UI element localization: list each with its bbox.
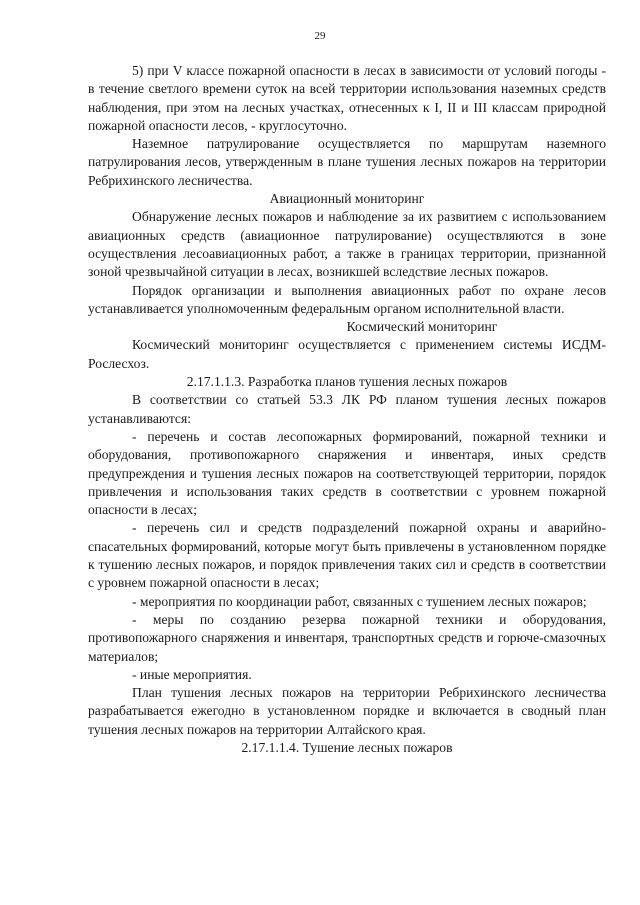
- list-item: - перечень сил и средств подразделений пожарной охраны и аварийно-спасательных формирований, которые могут быть привлечены в установленном порядке к тушению лесных пожаров, и порядок привлечения таких сил и средств в соответствии с уровнем пожарной опасности в лесах;: [88, 520, 606, 591]
- list-item: - меры по созданию резерва пожарной техники и оборудования, противопожарного снаряжения и инвентаря, транспортных средств и горюче-смазочных материалов;: [88, 611, 606, 664]
- page-number: 29: [314, 30, 326, 42]
- heading-space-monitoring: Космический мониторинг: [346, 319, 498, 335]
- paragraph-plans-intro: В соответствии со статьей 53.3 ЛК РФ планом тушения лесных пожаров устанавливаются:: [88, 392, 606, 426]
- document-body: [88, 62, 606, 757]
- paragraph-plans-closing: План тушения лесных пожаров на территории Ребрихинского лесничества разрабатывается ежегодно в установленном порядке и включается в сводный план тушения лесных пожаров на территории Алтайского края.: [88, 685, 606, 737]
- heading-aviation-monitoring: Авиационный мониторинг: [269, 191, 425, 207]
- list-item: - иные мероприятия.: [132, 666, 252, 682]
- heading-section-plans: 2.17.1.1.3. Разработка планов тушения лесных пожаров: [186, 374, 508, 390]
- paragraph-ground-patrol: Наземное патрулирование осуществляется по маршрутам наземного патрулирования лесов, утвержденным в плане тушения лесных пожаров на территории Ребрихинского лесничества.: [88, 136, 606, 188]
- paragraph-space-monitoring: Космический мониторинг осуществляется с применением системы ИСДМ-Рослесхоз.: [88, 337, 606, 371]
- list-item: - перечень и состав лесопожарных формирований, пожарной техники и оборудования, противопожарного снаряжения и инвентаря, иных средств предупреждения и тушения лесных пожаров на соответствующей территории, порядок привлечения и использования таких средств в соответствии с уровнем пожарной опасности в лесах;: [88, 428, 606, 518]
- list-item: - мероприятия по координации работ, связанных с тушением лесных пожаров;: [132, 593, 587, 609]
- paragraph-aviation-procedure: Порядок организации и выполнения авиационных работ по охране лесов устанавливается уполномоченным федеральным органом исполнительной власти.: [88, 282, 606, 316]
- paragraph-class-v-monitoring: 5) при V классе пожарной опасности в лесах в зависимости от условий погоды - в течение светлого времени суток на всей территории использования наземных средств наблюдения, при этом на лесных участках, отнесенных к I, II и III классам природной пожарной опасности лесов, - круглосуточно.: [88, 63, 606, 133]
- heading-section-extinguishing: 2.17.1.1.4. Тушение лесных пожаров: [241, 739, 453, 755]
- paragraph-aviation-detection: Обнаружение лесных пожаров и наблюдение за их развитием с использованием авиационных средств (авиационное патрулирование) осуществляются в зоне осуществления лесоавиационных работ, а также в границах территории, признанной зоной чрезвычайной ситуации в лесах, возникшей вследствие лесных пожаров.: [88, 209, 606, 280]
